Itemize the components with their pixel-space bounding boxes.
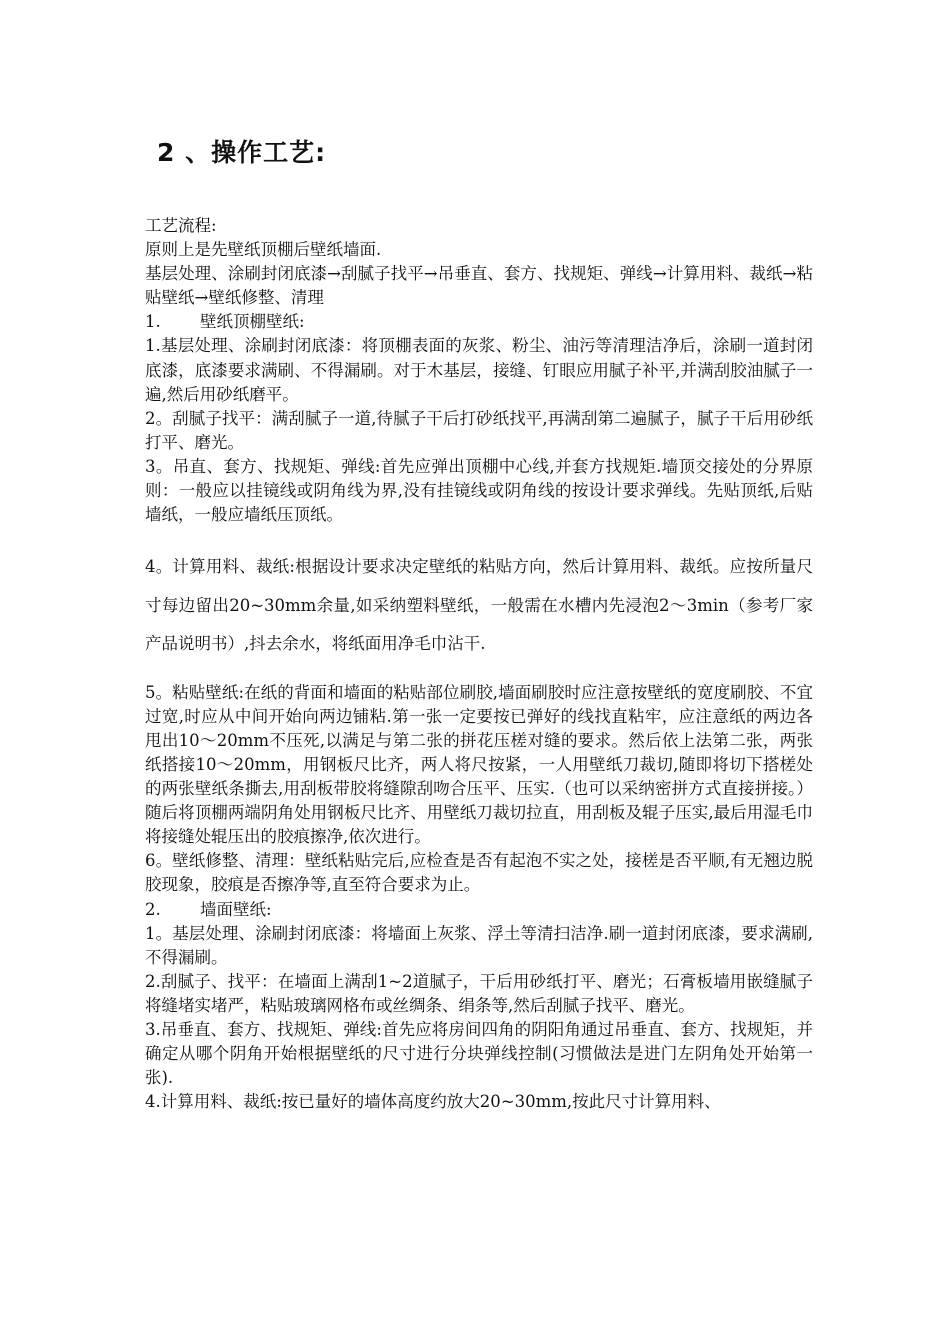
flow-label: 工艺流程: xyxy=(145,216,217,235)
principle-text: 原则上是先壁纸顶棚后壁纸墙面. xyxy=(145,240,382,260)
ceiling-heading-number: 1. xyxy=(145,312,161,332)
wall-step-2: 2.刮腻子、找平：在墙面上满刮1~2道腻子，干后用砂纸打平、磨光；石膏板墙用嵌缝腻子将缝堵实堵严，粘贴玻璃网格布或丝绸条、绢条等,然后刮腻子找平、磨光。 xyxy=(145,971,813,1015)
wall-step-1: 1。基层处理、涂刷封闭底漆：将墙面上灰浆、浮土等清扫洁净.刷一道封闭底漆，要求满刷,不得漏刷。 xyxy=(145,923,813,967)
wall-heading xyxy=(145,898,813,922)
wall-step-3: 3.吊垂直、套方、找规矩、弹线:首先应将房间四角的阴阳角通过吊垂直、套方、找规矩，并确定从哪个阴角开始根据壁纸的尺寸进行分块弹线控制(习惯做法是进门左阴角处开始第一张). xyxy=(145,1020,813,1088)
ceiling-step-4: 4。计算用料、裁纸:根据设计要求决定壁纸的粘贴方向，然后计算用料、裁纸。应按所量尺寸每边留出20~30mm余量,如采纳塑料壁纸，一般需在水槽内先浸泡2～3min（参考厂家产品说明书）,抖去余水，将纸面用净毛巾沾干. xyxy=(145,557,813,654)
ceiling-step-5: 5。粘贴壁纸:在纸的背面和墙面的粘贴部位刷胶,墙面刷胶时应注意按壁纸的宽度刷胶、不宜过宽,时应从中间开始向两边铺粘.第一张一定要按已弹好的线找直粘牢，应注意纸的两边各甩出10～20mm不压死,以满足与第二张的拼花压槎对缝的要求。然后依上法第二张，两张纸搭接10～20mm，用钢板尺比齐，两人将尺按紧，一人用壁纸刀裁切,随即将切下搭槎处的两张壁纸条撕去,用刮板带胶将缝隙刮吻合压平、压实.（也可以采纳密拼方式直接拼接。）随后将顶棚两端阴角处用钢板尺比齐、用壁纸刀裁切拉直，用刮板及辊子压实,最后用湿毛巾将接缝处辊压出的胶痕擦净,依次进行。 xyxy=(145,682,813,847)
flow-text: 基层处理、涂刷封闭底漆→刮腻子找平→吊垂直、套方、找规矩、弹线→计算用料、裁纸→粘贴壁纸→壁纸修整、清理 xyxy=(145,264,813,308)
document-body xyxy=(145,214,813,1114)
ceiling-heading xyxy=(145,310,813,334)
ceiling-step-6: 6。壁纸修整、清理：壁纸粘贴完后,应检查是否有起泡不实之处，接槎是否平顺,有无翘边脱胶现象，胶痕是否擦净等,直至符合要求为止。 xyxy=(145,851,813,895)
ceiling-step-1: 1.基层处理、涂刷封闭底漆：将顶棚表面的灰浆、粉尘、油污等清理洁净后，涂刷一道封闭底漆，底漆要求满刷、不得漏刷。对于木基层，接缝、钉眼应用腻子补平,并满刮胶油腻子一遍,然后用砂纸磨平。 xyxy=(145,336,813,404)
wall-heading-number: 2. xyxy=(145,899,161,919)
wall-heading-text: 墙面壁纸: xyxy=(200,899,272,919)
ceiling-step-2: 2。刮腻子找平：满刮腻子一道,待腻子干后打砂纸找平,再满刮第二遍腻子，腻子干后用砂纸打平、磨光。 xyxy=(145,408,813,452)
ceiling-heading-text: 壁纸顶棚壁纸: xyxy=(200,312,305,332)
ceiling-step-3: 3。吊直、套方、找规矩、弹线:首先应弹出顶棚中心线,并套方找规矩.墙顶交接处的分界原则：一般应以挂镜线或阴角线为界,没有挂镜线或阴角线的按设计要求弹线。先贴顶纸,后贴墙纸，一般应墙纸压顶纸。 xyxy=(145,456,813,525)
section-title: 2 、操作工艺: xyxy=(157,138,327,167)
wall-step-4: 4.计算用料、裁纸:按已量好的墙体高度约放大20~30mm,按此尺寸计算用料、 xyxy=(145,1092,721,1112)
